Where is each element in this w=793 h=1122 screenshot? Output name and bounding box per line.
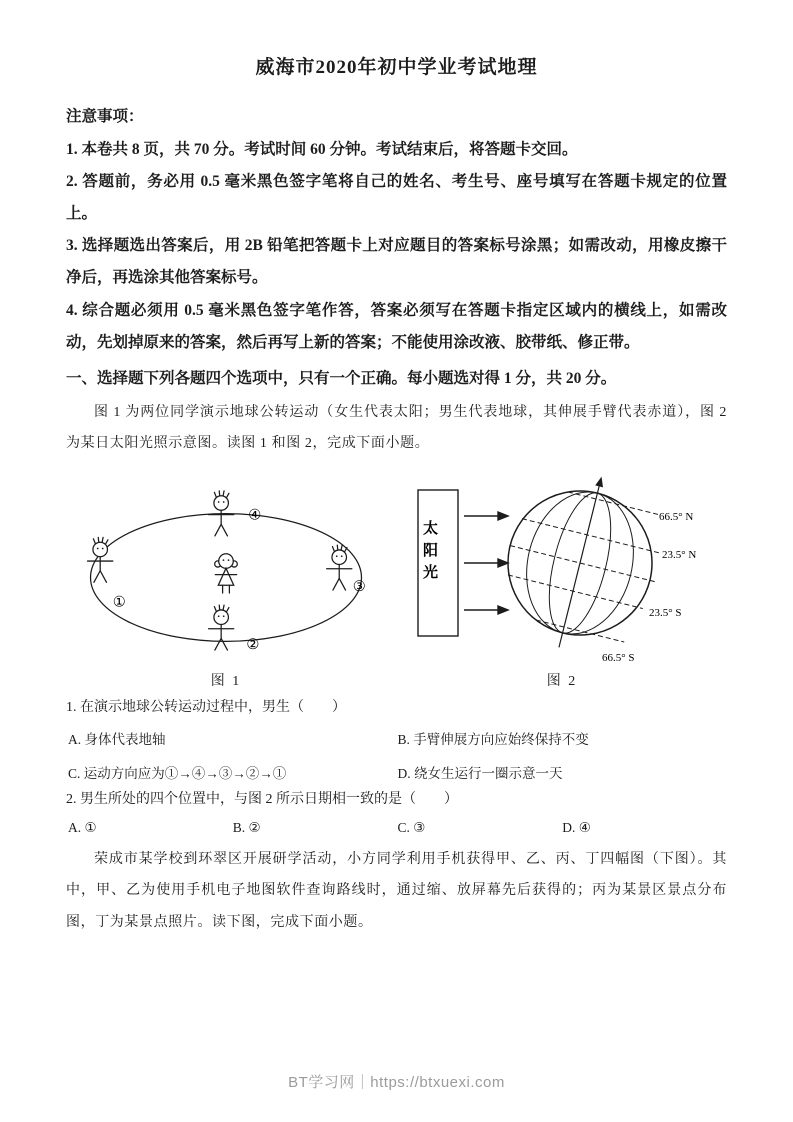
girl-figure-center bbox=[215, 554, 238, 593]
question-1-stem: 1. 在演示地球公转运动过程中，男生（ ） bbox=[66, 699, 346, 715]
page-title: 威海市2020年初中学业考试地理 bbox=[255, 57, 538, 78]
axis-arrow bbox=[595, 476, 605, 488]
question-1-option-c: C. 运动方向应为①→④→③→②→① bbox=[68, 765, 287, 781]
question-2-option-d: D. ④ bbox=[562, 819, 591, 835]
question-group-intro-2: 荣成市某学校到环翠区开展研学活动，小方同学利用手机获得甲、乙、丙、丁四幅图（下图）。其中，甲、乙为使用手机电子地图软件查询路线时，通过缩、放屏幕先后获得的；丙为某景区景点分布图，丁为某景点照片。读下图，完成下面小题。 bbox=[66, 851, 727, 930]
watermark-link: BT学习网｜https://btxuexi.com bbox=[288, 1074, 505, 1091]
question-2-stem: 2. 男生所处的四个位置中，与图 2 所示日期相一致的是（ ） bbox=[66, 791, 458, 807]
question-1-options bbox=[68, 728, 727, 782]
notice-item-3: 3. 选择题选出答案后，用 2B 铅笔把答题卡上对应题目的答案标号涂黑；如需改动，用橡皮擦干净后，再选涂其他答案标号。 bbox=[66, 237, 727, 287]
latitude-label-23n: 23.5° N bbox=[662, 548, 697, 561]
figure-1 bbox=[76, 488, 376, 690]
sunlight-diagram bbox=[412, 468, 712, 668]
question-2 bbox=[66, 788, 727, 836]
question-1-option-b: B. 手臂伸展方向应始终保持不变 bbox=[397, 731, 589, 747]
sun-ray-arrows bbox=[464, 512, 508, 614]
question-1-option-a: A. 身体代表地轴 bbox=[68, 731, 166, 747]
position-marker-4: ④ bbox=[248, 507, 262, 524]
question-1-option-d: D. 绕女生运行一圈示意一天 bbox=[397, 765, 563, 781]
figure-1-caption: 图 1 bbox=[210, 673, 242, 689]
earth-revolution-diagram bbox=[76, 488, 376, 668]
latitude-label-66n: 66.5° N bbox=[659, 510, 694, 523]
earth-axis bbox=[559, 480, 601, 647]
question-1 bbox=[66, 696, 727, 782]
boy-figure-left bbox=[88, 537, 113, 582]
question-2-option-a: A. ① bbox=[68, 819, 97, 835]
notice-item-1: 1. 本卷共 8 页，共 70 分。考试时间 60 分钟。考试结束后，将答题卡交回。 bbox=[66, 140, 578, 158]
notice-item-4: 4. 综合题必须用 0.5 毫米黑色签字笔作答，答案必须写在答题卡指定区域内的横线上，如需改动，先划掉原来的答案，然后再写上新的答案；不能使用涂改液、胶带纸、修正带。 bbox=[66, 301, 727, 351]
section-heading: 一、选择题下列各题四个选项中，只有一个正确。每小题选对得 1 分，共 20 分。 bbox=[66, 370, 617, 388]
notice-block bbox=[66, 101, 727, 359]
question-2-options bbox=[68, 820, 727, 836]
figures-row bbox=[76, 468, 727, 690]
boy-figure-right bbox=[327, 545, 352, 590]
boy-figure-bottom bbox=[209, 605, 234, 650]
latitude-label-66s: 66.5° S bbox=[602, 651, 635, 664]
latitude-label-23s: 23.5° S bbox=[649, 606, 682, 619]
notice-heading: 注意事项： bbox=[66, 108, 144, 125]
position-marker-3: ③ bbox=[352, 579, 366, 596]
figure-2-caption: 图 2 bbox=[546, 673, 578, 689]
question-group-intro-1: 图 1 为两位同学演示地球公转运动（女生代表太阳；男生代表地球，其伸展手臂代表赤道），图 2 为某日太阳光照示意图。读图 1 和图 2，完成下面小题。 bbox=[66, 404, 727, 452]
position-marker-2: ② bbox=[246, 637, 260, 654]
question-2-option-c: C. ③ bbox=[397, 819, 426, 835]
question-2-option-b: B. ② bbox=[232, 819, 261, 835]
notice-item-2: 2. 答题前，务必用 0.5 毫米黑色签字笔将自己的姓名、考生号、座号填写在答题卡规定的位置上。 bbox=[66, 172, 727, 223]
sunlight-label: 太阳光 bbox=[421, 519, 437, 586]
figure-2 bbox=[412, 468, 712, 690]
globe bbox=[489, 468, 677, 666]
position-marker-1: ① bbox=[112, 594, 126, 611]
